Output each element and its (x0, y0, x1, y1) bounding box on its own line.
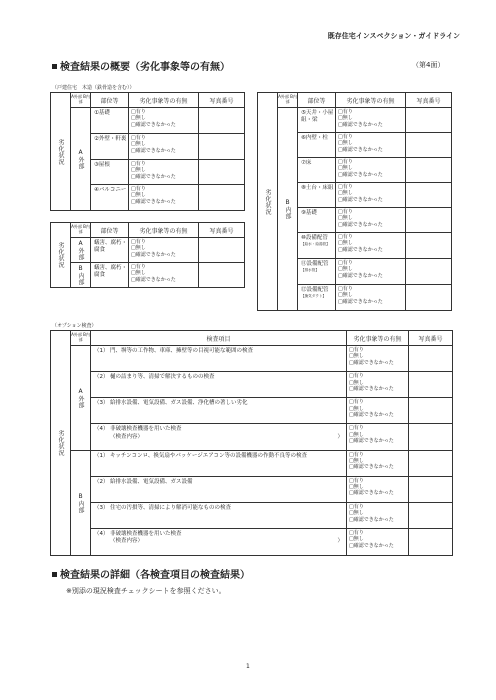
option-unknown[interactable]: □確認できなかった (338, 196, 383, 203)
photo-cell[interactable] (406, 285, 452, 311)
photo-cell[interactable] (406, 208, 452, 233)
defect-options (129, 238, 199, 263)
option-yes[interactable]: □有り (131, 161, 146, 167)
part-name: ⑩設備配管 (301, 235, 328, 241)
option-unknown[interactable]: □確認できなかった (338, 121, 383, 128)
exterior-label-cell (71, 346, 91, 450)
table-interior (257, 92, 452, 311)
group-label-cell (51, 331, 71, 556)
part-header: 部位等 (91, 223, 129, 238)
option-no[interactable]: □無し (131, 141, 146, 148)
exterior-label-cell (71, 108, 91, 211)
option-yes[interactable]: □有り (349, 451, 364, 458)
group-label-cell (51, 93, 71, 211)
option-unknown[interactable]: □確認できなかった (338, 272, 383, 279)
option-unknown[interactable]: □確認できなかった (349, 412, 394, 419)
square-bullet-icon (52, 64, 57, 69)
defect-options (336, 183, 406, 208)
photo-cell[interactable] (406, 233, 452, 259)
option-yes[interactable]: □有り (131, 135, 146, 141)
part-label (298, 259, 336, 285)
option-yes[interactable]: □有り (131, 239, 146, 245)
option-no[interactable]: □無し (349, 457, 364, 464)
group-label: 劣化状況 (264, 188, 271, 215)
guideline-title: 既存住宅インスペクション・ガイドライン (327, 32, 460, 40)
exterior-label-cell (71, 238, 91, 263)
option-no[interactable]: □無し (131, 192, 146, 199)
option-yes[interactable]: □有り (131, 264, 146, 270)
item-number: （3） (94, 400, 109, 407)
option-no[interactable]: □無し (349, 405, 364, 412)
part-label: 蟻害、腐朽・腐食 (91, 263, 129, 288)
photo-cell[interactable] (409, 346, 453, 372)
optional-item (91, 450, 347, 476)
option-no[interactable]: □無し (131, 270, 146, 277)
part-label: ⑤天井・小屋組・梁 (298, 108, 336, 133)
option-yes[interactable]: □有り (338, 184, 353, 190)
table-exterior (50, 92, 245, 211)
optional-item (91, 398, 347, 424)
photo-cell[interactable] (199, 263, 245, 288)
part-label (298, 285, 336, 311)
option-unknown[interactable]: □確認できなかった (338, 298, 383, 305)
optional-item (91, 502, 347, 528)
option-yes[interactable]: □有り (349, 399, 364, 406)
option-unknown[interactable]: □確認できなかった (338, 246, 383, 253)
defect-options (347, 398, 409, 424)
group-label: 劣化状況 (57, 242, 64, 268)
photo-cell[interactable] (409, 476, 453, 502)
ab-header: A外部 B内部 (71, 93, 91, 108)
option-unknown[interactable]: □確認できなかった (338, 221, 383, 228)
option-yes[interactable]: □有り (338, 209, 353, 215)
option-yes[interactable]: □有り (349, 529, 364, 536)
item-number: （3） (94, 504, 109, 511)
photo-cell[interactable] (199, 238, 245, 263)
part-label: ④バルコニー (91, 185, 129, 211)
option-no[interactable]: □無し (338, 165, 353, 172)
option-unknown[interactable]: □確認できなかった (131, 276, 176, 283)
option-no[interactable]: □無し (338, 140, 353, 147)
option-unknown[interactable]: □確認できなかった (131, 173, 176, 180)
table-optional (50, 330, 453, 556)
photo-cell[interactable] (409, 398, 453, 424)
ab-header: A外部 B内部 (71, 223, 91, 238)
defect-options (347, 424, 409, 450)
defect-options (336, 133, 406, 158)
part-header: 部位等 (91, 93, 129, 108)
option-unknown[interactable]: □確認できなかった (349, 490, 394, 497)
defect-options (347, 528, 409, 555)
option-unknown[interactable]: □確認できなかった (349, 385, 394, 392)
option-yes[interactable]: □有り (349, 503, 364, 510)
defect-options (336, 208, 406, 233)
section2-title-text: 検査結果の詳細（各検査項目の検査結果） (60, 570, 250, 581)
photo-header: 写真番号 (199, 93, 245, 108)
item-text: 給排水設備、電気設備、ガス設備、浄化槽の著しい劣化 (110, 400, 248, 407)
option-unknown[interactable]: □確認できなかった (338, 146, 383, 153)
part-sub: 【換気ダクト】 (301, 293, 327, 298)
option-unknown[interactable]: □確認できなかった (349, 464, 394, 471)
square-bullet-icon (52, 572, 57, 577)
defect-options (347, 450, 409, 476)
exterior-label: A外部 (77, 239, 84, 261)
photo-header: 写真番号 (409, 331, 453, 346)
optional-item (91, 476, 347, 502)
option-no[interactable]: □無し (338, 215, 353, 222)
defect-options (347, 476, 409, 502)
option-yes[interactable]: □有り (131, 186, 146, 192)
defect-options (347, 372, 409, 398)
building-type: （戸建住宅 木造（鉄骨造を含む）） (52, 85, 135, 91)
photo-cell[interactable] (199, 185, 245, 211)
item-number: （1） (94, 452, 109, 459)
option-yes[interactable]: □有り (338, 234, 353, 240)
photo-cell[interactable] (409, 450, 453, 476)
option-yes[interactable]: □有り (349, 373, 364, 380)
part-label: ①基礎 (91, 108, 129, 134)
photo-cell[interactable] (409, 372, 453, 398)
optional-item (91, 424, 347, 450)
photo-cell[interactable] (406, 108, 452, 133)
option-no[interactable]: □無し (131, 167, 146, 174)
group-label-cell (51, 223, 71, 288)
item-header: 検査項目 (91, 331, 347, 346)
part-label: 蟻害、腐朽・腐食 (91, 238, 129, 263)
option-no[interactable]: □無し (349, 536, 364, 543)
interior-label: B内部 (284, 198, 291, 220)
item-sub: （検査内容） (110, 433, 144, 440)
part-label (298, 233, 336, 259)
option-yes[interactable]: □有り (338, 260, 353, 266)
photo-cell[interactable] (406, 183, 452, 208)
group-label-cell (258, 93, 278, 311)
photo-cell[interactable] (409, 424, 453, 450)
option-no[interactable]: □無し (349, 379, 364, 386)
option-unknown[interactable]: □確認できなかった (131, 147, 176, 154)
defect-options (129, 160, 199, 185)
group-label: 劣化状況 (57, 430, 64, 456)
page-number: 1 (246, 663, 250, 670)
defect-header: 劣化事象等の有無 (129, 223, 199, 238)
part-label: ③屋根 (91, 160, 129, 185)
option-unknown[interactable]: □確認できなかった (349, 359, 394, 366)
ab-header: A外部 B内部 (278, 93, 298, 108)
defect-options (129, 185, 199, 211)
photo-cell[interactable] (406, 158, 452, 183)
option-unknown[interactable]: □確認できなかった (349, 438, 394, 445)
photo-cell[interactable] (199, 160, 245, 185)
photo-cell[interactable] (406, 259, 452, 285)
part-sub: 【排水管】 (301, 267, 319, 272)
item-text: キッチンコンロ、換気扇やパッケージエアコン等の設備機器の作動不良等の検査 (110, 452, 308, 459)
option-no[interactable]: □無し (338, 266, 353, 273)
item-number: （1） (94, 348, 109, 355)
option-no[interactable]: □無し (131, 245, 146, 252)
photo-cell[interactable] (409, 502, 453, 528)
option-no[interactable]: □無し (338, 190, 353, 197)
form-number: （第4面） (412, 61, 445, 69)
defect-options (129, 134, 199, 160)
section2-title (52, 566, 250, 581)
optional-label: （オプション検査） (52, 323, 97, 329)
optional-item (91, 372, 347, 398)
exterior-label: A外部 (77, 387, 84, 409)
item-text: 給排水設備、電気設備、ガス設備 (110, 478, 193, 485)
item-text: 非破壊検査機器を用いた検査 (110, 426, 182, 433)
defect-options (336, 285, 406, 311)
defect-header: 劣化事象等の有無 (129, 93, 199, 108)
section1-title-text: 検査結果の概要（劣化事象等の有無） (60, 62, 230, 73)
part-header: 部位等 (298, 93, 336, 108)
item-number: （2） (94, 478, 109, 485)
section1-title (52, 58, 230, 73)
interior-label-cell (71, 263, 91, 288)
option-no[interactable]: □無し (349, 484, 364, 490)
group-label: 劣化状況 (57, 138, 64, 165)
optional-item (91, 528, 347, 555)
option-no[interactable]: □無し (349, 510, 364, 517)
item-number: （2） (94, 374, 109, 381)
part-sub: 【給水・給湯管】 (301, 241, 330, 246)
defect-options (347, 502, 409, 528)
defect-header: 劣化事象等の有無 (347, 331, 409, 346)
part-label: ⑨基礎 (298, 208, 336, 233)
item-bracket: ） (337, 433, 343, 440)
option-yes[interactable]: □有り (338, 159, 353, 165)
defect-options (129, 263, 199, 288)
item-bracket: ） (337, 537, 343, 544)
option-unknown[interactable]: □確認できなかった (131, 251, 176, 258)
option-no[interactable]: □無し (338, 240, 353, 247)
option-yes[interactable]: □有り (338, 109, 353, 115)
part-label: ⑧土台・床組 (298, 183, 336, 208)
option-yes[interactable]: □有り (131, 109, 146, 115)
defect-options (347, 346, 409, 372)
part-label: ⑦床 (298, 158, 336, 183)
defect-options (336, 158, 406, 183)
option-no[interactable]: □無し (349, 431, 364, 438)
item-text: 住宅の汚損等、清掃により解消可能なものの検査 (110, 504, 232, 511)
defect-options (129, 108, 199, 134)
item-number: （4） (94, 530, 109, 537)
option-yes[interactable]: □有り (338, 134, 353, 140)
optional-item (91, 346, 347, 372)
option-yes[interactable]: □有り (349, 477, 364, 484)
defect-header: 劣化事象等の有無 (336, 93, 406, 108)
defect-options (336, 108, 406, 133)
interior-label-cell (71, 450, 91, 556)
option-no[interactable]: □無し (338, 292, 353, 299)
item-text: 門、塀等の工作物、車庫、擁壁等の目視可能な範囲の検査 (110, 348, 254, 355)
ab-header: A外部 B内部 (71, 331, 91, 346)
interior-label: B内部 (77, 492, 84, 513)
part-label: ②外壁・軒裏 (91, 134, 129, 160)
option-no[interactable]: □無し (338, 115, 353, 122)
option-yes[interactable]: □有り (349, 425, 364, 432)
interior-label-cell (278, 108, 298, 311)
part-name: ⑫設備配管 (301, 287, 329, 293)
option-no[interactable]: □無し (131, 115, 146, 122)
option-yes[interactable]: □有り (349, 347, 364, 354)
option-no[interactable]: □無し (349, 353, 364, 360)
option-unknown[interactable]: □確認できなかった (349, 542, 394, 549)
exterior-label: A外部 (77, 148, 84, 170)
defect-options (336, 233, 406, 259)
item-text: 樋の詰まり等、清掃で解決するものの検査 (110, 374, 215, 381)
option-unknown[interactable]: □確認できなかった (349, 516, 394, 523)
photo-header: 写真番号 (199, 223, 245, 238)
item-number: （4） (94, 426, 109, 433)
option-unknown[interactable]: □確認できなかった (131, 121, 176, 128)
table-termite (50, 222, 245, 288)
item-sub: （検査内容） (110, 537, 144, 544)
item-text: 非破壊検査機器を用いた検査 (110, 530, 182, 537)
photo-cell[interactable] (406, 133, 452, 158)
option-unknown[interactable]: □確認できなかった (338, 171, 383, 178)
interior-label: B内部 (77, 264, 84, 286)
part-name: ⑪設備配管 (301, 261, 329, 267)
option-unknown[interactable]: □確認できなかった (131, 198, 176, 205)
photo-header: 写真番号 (406, 93, 452, 108)
photo-cell[interactable] (409, 528, 453, 555)
photo-cell[interactable] (199, 134, 245, 160)
option-yes[interactable]: □有り (338, 286, 353, 292)
defect-options (336, 259, 406, 285)
section2-note: ※別添の現況検査チェックシートを参照ください。 (66, 587, 226, 595)
part-label: ⑥内壁・柱 (298, 133, 336, 158)
photo-cell[interactable] (199, 108, 245, 134)
